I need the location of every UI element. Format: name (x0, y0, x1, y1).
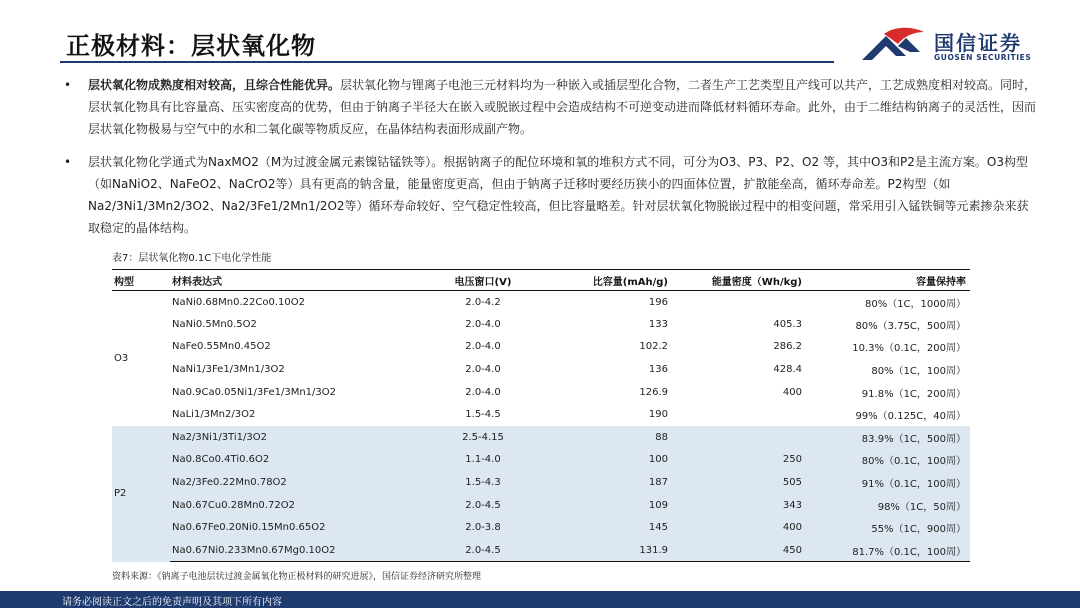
cell-voltage: 2.0-4.5 (410, 494, 556, 517)
header-capacity: 比容量(mAh/g) (556, 270, 676, 291)
cell-voltage: 1.5-4.5 (465, 409, 501, 421)
cell-material: Na0.9Ca0.05Ni1/3Fe1/3Mn1/3O2 (172, 386, 336, 398)
header-type: 构型 (112, 270, 170, 291)
header-energy: 能量密度（Wh/kg) (676, 270, 806, 291)
logo-text-cn: 国信证券 (934, 31, 1022, 55)
cell-capacity: 88 (556, 426, 676, 449)
table-row (112, 381, 970, 404)
cell-energy: 286.2 (773, 341, 802, 353)
cell-material: NaNi0.68Mn0.22Co0.10O2 (172, 296, 305, 308)
bullet-lead: 层状氧化物成熟度相对较高，且综合性能优异。 (88, 78, 341, 92)
footer-bar (0, 591, 1080, 608)
bullet-text: 层状氧化物与锂离子电池三元材料均为一种嵌入或插层型化合物，二者生产工艺类型且产线可以共产，工艺成熟度相对较高。同时，层状氧化物具有比容量高、压实密度高的优势，但由于钠离子半径大在嵌入或脱嵌过程中会造成结构不可逆变动进而降低材料循环寿命。此外，由于二维结构钠离子的灵活性，因而层状氧化物极易与空气中的水和二氧化碳等物质反应，在晶体结构表面形成副产物。 (88, 78, 1037, 136)
bullet-text: 层状氧化物化学通式为NaxMO2（M为过渡金属元素镍钴锰铁等）。根据钠离子的配位环境和氧的堆积方式不同，可分为O3、P3、P2、O2 等，其中O3和P2是主流方案。O3构型（如NaNiO2、NaFeO2、NaCrO2等）具有更高的钠含量，能量密度更高，但由于钠离子迁移时要经历狭小的四面体位置，扩散能垒高，循环寿命差。P2构型（如Na2/3Ni1/3Mn2/3O2、Na2/3Fe1/2Mn1/2O2等）循环寿命较好、空气稳定性较高，但比容量略差。针对层状氧化物脱嵌过程中的相变问题，常采用引入锰铁铜等元素掺杂来获取稳定的晶体结构。 (88, 155, 1029, 235)
cell-retention: 98%（1C，50周） (806, 494, 970, 517)
cell-energy: 400 (676, 516, 806, 539)
table-row (112, 336, 970, 359)
cell-energy: 450 (676, 539, 806, 562)
cell-material: Na2/3Ni1/3Ti1/3O2 (170, 426, 410, 449)
cell-voltage: 2.0-4.0 (465, 341, 501, 353)
cell-material: Na0.67Cu0.28Mn0.72O2 (170, 494, 410, 517)
cell-material: Na0.67Ni0.233Mn0.67Mg0.10O2 (170, 539, 410, 562)
cell-retention: 55%（1C，900周） (806, 516, 970, 539)
cell-material: NaNi1/3Fe1/3Mn1/3O2 (172, 364, 285, 376)
table-row (112, 539, 970, 562)
cell-retention: 80%（3.75C，500周） (855, 320, 966, 332)
cell-energy: 428.4 (773, 364, 802, 376)
cell-retention: 83.9%（1C，500周） (806, 426, 970, 449)
cell-capacity: 133 (648, 318, 668, 330)
bullet-item (62, 74, 1040, 140)
cell-energy (676, 426, 806, 449)
table-header-row (112, 270, 970, 291)
cell-capacity: 131.9 (556, 539, 676, 562)
table-row (112, 291, 970, 314)
cell-energy (676, 403, 806, 426)
cell-capacity: 145 (556, 516, 676, 539)
company-logo (860, 24, 1040, 66)
table-row (112, 426, 970, 449)
header-material: 材料表达式 (170, 270, 410, 291)
cell-capacity: 196 (648, 296, 668, 308)
table-row (112, 494, 970, 517)
cell-retention: 80%（1C，1000周） (864, 298, 966, 310)
bullet-marker: • (64, 78, 72, 92)
cell-capacity: 126.9 (639, 386, 668, 398)
cell-energy: 250 (676, 449, 806, 472)
cell-voltage: 2.0-3.8 (410, 516, 556, 539)
table-row (112, 403, 970, 426)
cell-material: NaLi1/3Mn2/3O2 (172, 409, 256, 421)
cell-retention: 81.7%（0.1C，100周） (806, 539, 970, 562)
cell-voltage: 2.5-4.15 (410, 426, 556, 449)
bullet-item (62, 151, 1040, 239)
table-caption: 表7：层状氧化物0.1C下电化学性能 (112, 253, 272, 264)
cell-retention: 91.8%（1C，200周） (861, 388, 966, 400)
cell-energy: 343 (676, 494, 806, 517)
cell-voltage: 2.0-4.5 (410, 539, 556, 562)
cell-retention: 80%（0.1C，100周） (806, 449, 970, 472)
title-divider (60, 61, 834, 63)
performance-table (112, 269, 970, 562)
cell-capacity: 100 (556, 449, 676, 472)
cell-energy: 400 (782, 386, 802, 398)
cell-type: O3 (114, 353, 129, 365)
cell-capacity: 190 (648, 409, 668, 421)
cell-capacity: 102.2 (639, 341, 668, 353)
source-note: 资料来源：《钠离子电池层状过渡金属氧化物正极材料的研究进展》，国信证券经济研究所整理 (112, 572, 482, 583)
table-row (112, 471, 970, 494)
table-row (112, 516, 970, 539)
footer-disclaimer: 请务必阅读正文之后的免责声明及其项下所有内容 (62, 597, 282, 608)
header-retention: 容量保持率 (806, 270, 970, 291)
cell-capacity: 109 (556, 494, 676, 517)
cell-material: Na0.8Co0.4Ti0.6O2 (170, 449, 410, 472)
cell-type: P2 (112, 426, 170, 562)
cell-material: Na0.67Fe0.20Ni0.15Mn0.65O2 (170, 516, 410, 539)
logo-text-en: GUOSEN SECURITIES (934, 53, 1032, 62)
performance-table-section (112, 251, 970, 582)
cell-retention: 80%（1C，100周） (871, 366, 966, 378)
cell-voltage: 1.5-4.3 (410, 471, 556, 494)
cell-retention: 10.3%（0.1C，200周） (852, 343, 966, 355)
cell-material: NaFe0.55Mn0.45O2 (172, 341, 271, 353)
cell-energy (676, 291, 806, 314)
table-row (112, 313, 970, 336)
cell-energy: 405.3 (773, 318, 802, 330)
cell-voltage: 2.0-4.2 (465, 296, 501, 308)
cell-voltage: 2.0-4.0 (465, 386, 501, 398)
cell-capacity: 136 (648, 364, 668, 376)
table-body (112, 291, 970, 562)
logo-mark-icon (860, 24, 928, 64)
cell-material: Na2/3Fe0.22Mn0.78O2 (170, 471, 410, 494)
cell-capacity: 187 (556, 471, 676, 494)
cell-retention: 91%（0.1C，100周） (806, 471, 970, 494)
table-row (112, 449, 970, 472)
cell-voltage: 2.0-4.0 (465, 318, 501, 330)
page-title: 正极材料：层状氧化物 (66, 32, 316, 60)
cell-retention: 99%（0.125C，40周） (855, 411, 966, 423)
bullet-marker: • (64, 155, 72, 169)
cell-energy: 505 (676, 471, 806, 494)
cell-voltage: 1.1-4.0 (410, 449, 556, 472)
table-row (112, 358, 970, 381)
cell-voltage: 2.0-4.0 (465, 364, 501, 376)
bullet-list (62, 74, 1040, 250)
cell-material: NaNi0.5Mn0.5O2 (172, 318, 257, 330)
header-voltage: 电压窗口(V) (410, 270, 556, 291)
